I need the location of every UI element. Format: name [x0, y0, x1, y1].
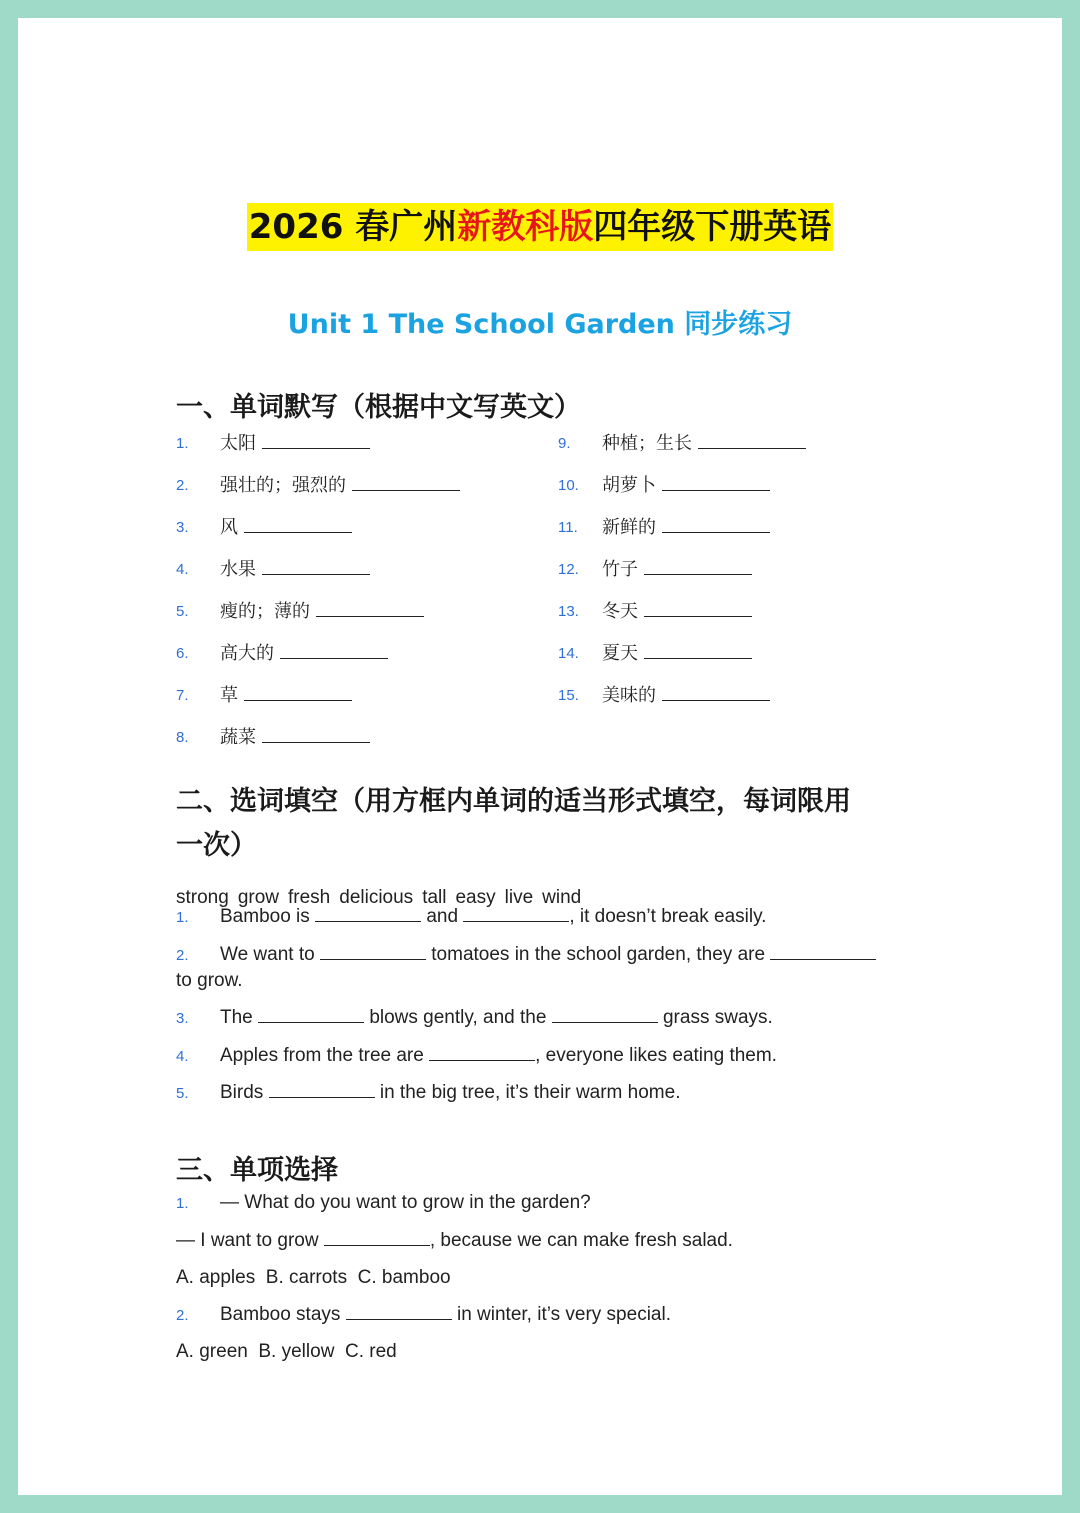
question-text: Apples from the tree are — [220, 1045, 424, 1066]
answer-blank[interactable] — [258, 1006, 364, 1023]
question-text: blows gently, and the — [369, 1007, 547, 1028]
question-text: , everyone likes eating them. — [535, 1045, 777, 1066]
question-text: tomatoes in the school garden, they are — [431, 944, 766, 965]
vocab-text: 种植；生长 — [602, 433, 692, 454]
vocab-number: 13. — [558, 603, 579, 620]
vocab-text: 高大的 — [220, 643, 274, 664]
answer-blank[interactable] — [352, 472, 460, 491]
question-text: , it doesn’t break easily. — [569, 906, 767, 927]
question-number: 1. — [176, 909, 189, 926]
vocab-text: 太阳 — [220, 433, 256, 454]
answer-blank[interactable] — [662, 472, 770, 491]
question-text: in the big tree, it’s their warm home. — [379, 1082, 681, 1103]
vocab-text: 蔬菜 — [220, 727, 256, 748]
answer-blank[interactable] — [262, 430, 370, 449]
vocab-text: 美味的 — [602, 685, 656, 706]
vocab-number: 9. — [558, 435, 571, 452]
fill-question-2 — [176, 942, 876, 969]
vocab-chinese — [220, 472, 460, 498]
fill-question-5 — [176, 1080, 680, 1107]
vocab-chinese — [220, 556, 370, 582]
answer-blank[interactable] — [262, 556, 370, 575]
question-text: Bamboo is — [220, 906, 310, 927]
title-part3: 四年级下册英语 — [593, 207, 832, 247]
answer-blank[interactable] — [244, 514, 352, 533]
question-number: 4. — [176, 1048, 189, 1065]
answer-blank[interactable] — [315, 905, 421, 922]
vocab-number: 4. — [176, 561, 189, 578]
question-text: We want to — [220, 944, 315, 965]
vocab-number: 14. — [558, 645, 579, 662]
question-text: , because we can make fresh salad. — [429, 1230, 733, 1251]
answer-blank[interactable] — [244, 682, 352, 701]
question-text: Bamboo stays — [220, 1304, 341, 1325]
title-part1: 2026 春广州 — [248, 207, 458, 247]
word-bank-item: delicious — [339, 887, 414, 908]
vocab-number: 11. — [558, 519, 578, 536]
vocab-text: 新鲜的 — [602, 517, 656, 538]
section2-heading-line2: 一次） — [176, 830, 257, 861]
vocab-number: 10. — [558, 477, 579, 494]
choice-question-1-line2 — [176, 1228, 733, 1254]
question-text: — I want to grow — [176, 1230, 319, 1251]
answer-blank[interactable] — [262, 724, 370, 743]
answer-blank[interactable] — [662, 682, 770, 701]
word-bank-item: tall — [422, 887, 447, 908]
question-text: — What do you want to grow in the garden? — [220, 1192, 591, 1213]
question-text: in winter, it’s very special. — [456, 1304, 671, 1325]
fill-question-4 — [176, 1043, 777, 1070]
choice-question-2-options: A. green B. yellow C. red — [176, 1341, 397, 1362]
vocab-number: 6. — [176, 645, 189, 662]
vocab-chinese — [602, 472, 770, 498]
vocab-chinese — [602, 514, 770, 540]
vocab-number: 12. — [558, 561, 579, 578]
vocab-text: 水果 — [220, 559, 256, 580]
answer-blank[interactable] — [324, 1229, 430, 1246]
section3-heading: 三、单项选择 — [176, 1155, 338, 1186]
vocab-chinese — [220, 598, 424, 624]
answer-blank[interactable] — [662, 514, 770, 533]
section2-heading — [176, 780, 896, 868]
fill-question-1 — [176, 904, 766, 931]
vocab-number: 2. — [176, 477, 189, 494]
choice-question-1-options: A. apples B. carrots C. bamboo — [176, 1267, 451, 1288]
question-text: Birds — [220, 1082, 264, 1103]
vocab-text: 冬天 — [602, 601, 638, 622]
answer-blank[interactable] — [644, 556, 752, 575]
vocab-chinese — [602, 640, 752, 666]
word-bank-item: grow — [237, 887, 279, 908]
worksheet-page — [18, 18, 1062, 1495]
vocab-chinese — [602, 682, 770, 708]
answer-blank[interactable] — [346, 1303, 452, 1320]
vocab-text: 草 — [220, 685, 238, 706]
question-text: and — [426, 906, 459, 927]
answer-blank[interactable] — [770, 943, 876, 960]
answer-blank[interactable] — [644, 640, 752, 659]
vocab-chinese — [220, 514, 352, 540]
title-highlight: 新教科版 — [457, 207, 594, 247]
word-bank-item: fresh — [288, 887, 331, 908]
question-number: 2. — [176, 947, 189, 964]
vocab-text: 竹子 — [602, 559, 638, 580]
vocab-number: 8. — [176, 729, 189, 746]
answer-blank[interactable] — [280, 640, 388, 659]
vocab-number: 15. — [558, 687, 579, 704]
answer-blank[interactable] — [316, 598, 424, 617]
question-number: 3. — [176, 1010, 189, 1027]
vocab-chinese — [220, 640, 388, 666]
answer-blank[interactable] — [463, 905, 569, 922]
answer-blank[interactable] — [429, 1044, 535, 1061]
section2-heading-line1: 二、选词填空（用方框内单词的适当形式填空，每词限用 — [176, 786, 851, 817]
vocab-text: 强壮的；强烈的 — [220, 475, 346, 496]
vocab-chinese — [602, 598, 752, 624]
vocab-text: 胡萝卜 — [602, 475, 656, 496]
vocab-chinese — [220, 724, 370, 750]
page-subtitle: Unit 1 The School Garden 同步练习 — [287, 309, 793, 340]
word-bank-item: wind — [542, 887, 582, 908]
vocab-text: 夏天 — [602, 643, 638, 664]
page-title — [247, 203, 833, 251]
vocab-number: 1. — [176, 435, 189, 452]
question-number: 5. — [176, 1085, 189, 1102]
answer-blank[interactable] — [320, 943, 426, 960]
answer-blank[interactable] — [698, 430, 806, 449]
answer-blank[interactable] — [644, 598, 752, 617]
vocab-chinese — [602, 556, 752, 582]
answer-blank[interactable] — [269, 1081, 375, 1098]
title-wrap — [18, 203, 1062, 251]
question-text: The — [220, 1007, 253, 1028]
vocab-chinese — [602, 430, 806, 456]
word-bank-item: easy — [455, 887, 496, 908]
vocab-number: 7. — [176, 687, 189, 704]
word-bank-item: strong — [176, 887, 229, 908]
choice-question-2 — [176, 1302, 671, 1329]
vocab-chinese — [220, 682, 352, 708]
question-number: 1. — [176, 1195, 189, 1212]
word-bank-item: live — [504, 887, 534, 908]
section1-heading: 一、单词默写（根据中文写英文） — [176, 392, 581, 423]
question-text: grass sways. — [662, 1007, 773, 1028]
choice-question-1 — [176, 1190, 591, 1217]
vocab-text: 瘦的；薄的 — [220, 601, 310, 622]
question-number: 2. — [176, 1307, 189, 1324]
vocab-number: 5. — [176, 603, 189, 620]
vocab-chinese — [220, 430, 370, 456]
fill-question-2-cont: to grow. — [176, 970, 243, 991]
vocab-number: 3. — [176, 519, 189, 536]
fill-question-3 — [176, 1005, 773, 1032]
answer-blank[interactable] — [552, 1006, 658, 1023]
vocab-text: 风 — [220, 517, 238, 538]
